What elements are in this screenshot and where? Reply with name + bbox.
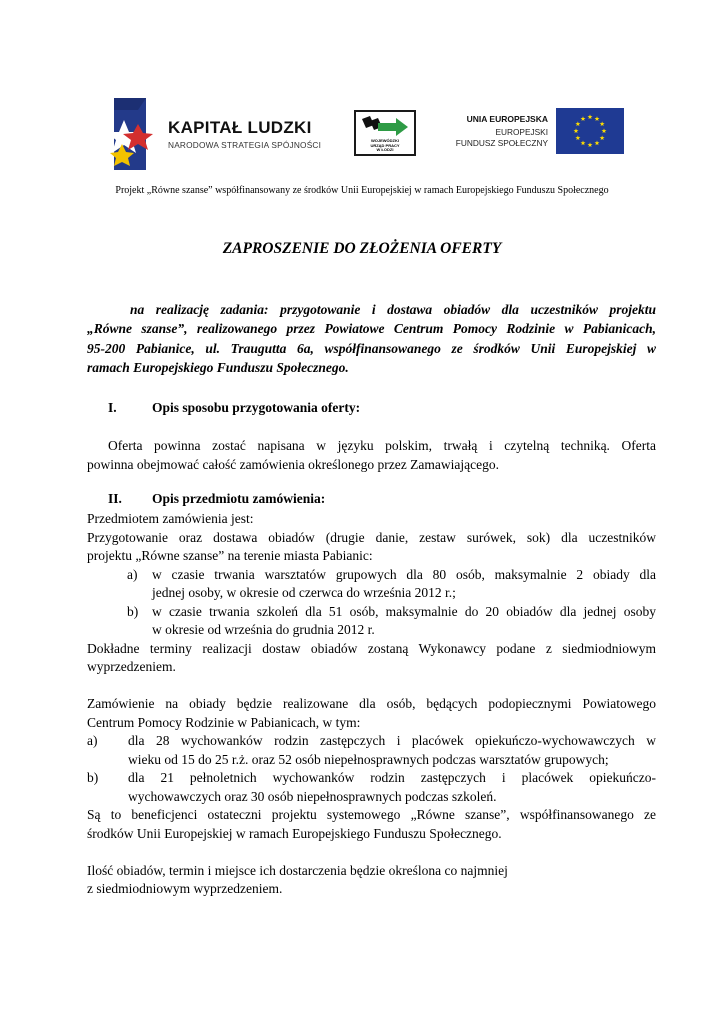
list-item-line: dla 28 wychowanków rodzin zastępczych i placówek opiekuńczo-wychowawczych w <box>128 733 656 748</box>
paragraph-line: Przedmiotem zamówienia jest: <box>87 511 254 526</box>
paragraph-line: wyprzedzeniem. <box>87 659 176 674</box>
list-item-label: a) <box>87 733 98 748</box>
eu-logo <box>454 108 624 156</box>
paragraph-line: Oferta powinna zostać napisana w języku polskim, trwałą i czytelną techniką. Oferta <box>108 438 656 453</box>
kapital-ludzki-emblem-icon <box>108 96 158 172</box>
intro-line: „Równe szanse”, realizowanego przez Powiatowe Centrum Pomocy Rodzinie w Pabianicach, <box>87 321 656 337</box>
intro-line: na realizację zadania: przygotowanie i dostawa obiadów dla uczestników projektu <box>130 302 656 317</box>
list-item <box>87 566 656 603</box>
intro-line: ramach Europejskiego Funduszu Społecznego. <box>87 359 349 375</box>
section-1-text <box>87 437 656 474</box>
eu-title: UNIA EUROPEJSKA <box>466 114 548 124</box>
list-item-line: wychowawczych oraz 30 osób niepełnosprawnych podczas szkoleń. <box>128 788 497 804</box>
kapital-ludzki-title: KAPITAŁ LUDZKI <box>168 118 312 137</box>
list-item-label: a) <box>127 566 138 582</box>
list-item-line: wieku od 15 do 25 r.ż. oraz 52 osób niepełnosprawnych podczas warsztatów grupowych; <box>128 751 609 767</box>
list-item-line: w czasie trwania warsztatów grupowych dla 80 osób, maksymalnie 2 obiady dla <box>152 566 656 582</box>
kapital-ludzki-logo <box>108 96 328 172</box>
paragraph-line: Ilość obiadów, termin i miejsce ich dostarczenia będzie określona co najmniej <box>87 862 508 878</box>
list-item-label: b) <box>127 603 139 619</box>
list-item <box>87 769 656 806</box>
project-line: Projekt „Równe szanse” współfinansowany ze środków Unii Europejskiej w ramach Europejskiego Funduszu Społecznego <box>115 185 609 196</box>
wup-line-2: URZĄD PRACY <box>370 142 400 148</box>
document-title: ZAPROSZENIE DO ZŁOŻENIA OFERTY <box>222 240 502 257</box>
paragraph-line: powinna obejmować całość zamówienia określonego przez Zamawiającego. <box>87 456 499 472</box>
blank-line <box>87 843 656 862</box>
eu-subtitle-2: FUNDUSZ SPOŁECZNY <box>455 138 548 148</box>
list-item-line: w czasie trwania szkoleń dla 51 osób, maksymalnie do 20 obiadów dla jednej osoby <box>152 603 656 619</box>
paragraph-line: z siedmiodniowym wyprzedzeniem. <box>87 881 283 896</box>
section-2-number: II. <box>108 491 122 506</box>
list-item-line: jednej osoby, w okresie od czerwca do września 2012 r.; <box>152 585 456 600</box>
paragraph-line: Przygotowanie oraz dostawa obiadów (drugie danie, zestaw surówek, sok) dla uczestników <box>87 529 656 545</box>
wup-line-3: W ŁODZI <box>376 147 394 152</box>
list-item-line: dla 21 pełnoletnich wychowanków rodzin zastępczych i placówek opiekuńczo- <box>128 770 656 785</box>
paragraph-line: Centrum Pomocy Rodzinie w Pabianicach, w tym: <box>87 714 361 730</box>
eu-subtitle-1: EUROPEJSKI <box>495 127 548 137</box>
section-1-number: I. <box>108 400 117 415</box>
section-2-body <box>87 510 656 899</box>
paragraph-line: projektu „Równe szanse” na terenie miasta Pabianic: <box>87 548 373 563</box>
paragraph-line: Są to beneficjenci ostateczni projektu systemowego „Równe szanse”, współfinansowanego ze <box>87 807 656 822</box>
intro-paragraph <box>87 300 656 377</box>
wup-arrow-icon <box>356 113 414 139</box>
section-2-title: Opis przedmiotu zamówienia: <box>152 491 326 506</box>
section-1-title: Opis sposobu przygotowania oferty: <box>152 400 361 415</box>
wup-logo <box>354 110 416 156</box>
intro-line: 95-200 Pabianice, ul. Traugutta 6a, współfinansowanego ze środków Unii Europejskiej w <box>87 340 656 356</box>
paragraph-line: Dokładne terminy realizacji dostaw obiadów zostaną Wykonawcy podane z siedmiodniowym <box>87 640 656 656</box>
eu-flag-icon <box>556 108 624 154</box>
list-item-line: w okresie od września do grudnia 2012 r. <box>152 622 375 637</box>
paragraph-line: Zamówienie na obiady będzie realizowane dla osób, będących podopiecznymi Powiatowego <box>87 696 656 711</box>
list-item <box>87 732 656 769</box>
wup-text <box>356 139 414 153</box>
blank-line <box>87 677 656 696</box>
wup-line-1: WOJEWÓDZKI <box>371 138 399 143</box>
paragraph-line: środków Unii Europejskiej w ramach Europejskiego Funduszu Społecznego. <box>87 825 502 841</box>
kapital-ludzki-subtitle: NARODOWA STRATEGIA SPÓJNOŚCI <box>168 140 322 150</box>
list-item <box>87 603 656 640</box>
list-item-label: b) <box>87 770 99 785</box>
